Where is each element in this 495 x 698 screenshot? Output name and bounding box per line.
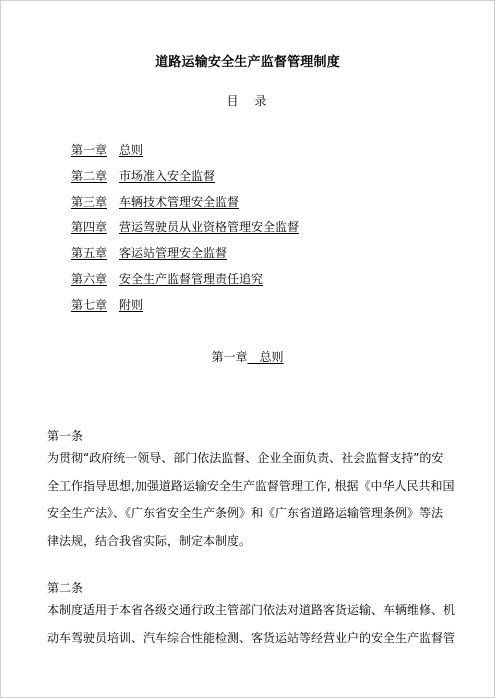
article-2-line: 本制度适用于本省各级交通行政主管部门依法对道路客货运输、车辆维修、机 [47, 603, 456, 617]
toc-chapter-number: 第七章 [71, 297, 108, 312]
toc-chapter-number: 第三章 [71, 194, 108, 209]
toc-link-chapter-5[interactable] [71, 246, 227, 260]
toc-item [71, 193, 299, 219]
article-2-body [47, 597, 456, 652]
toc-chapter-number: 第五章 [71, 246, 108, 261]
toc-chapter-number: 第四章 [71, 220, 108, 235]
article-1-body [47, 445, 455, 555]
toc-heading: 目 录 [226, 94, 269, 108]
toc-link-chapter-3[interactable] [71, 195, 239, 209]
toc-item [71, 244, 299, 270]
chapter-heading-title-text: 总则 [259, 350, 284, 364]
toc-link-chapter-1[interactable] [71, 143, 143, 157]
article-1-line: 律法规，结合我省实际，制定本制度。 [47, 533, 252, 548]
chapter-heading-number: 第一章 [211, 350, 248, 364]
toc-chapter-title: 附则 [119, 297, 144, 312]
article-2-label: 第二条 [47, 581, 84, 595]
toc-item [71, 141, 299, 167]
table-of-contents [71, 141, 299, 322]
toc-item [71, 296, 299, 322]
article-1-line: 为贯彻“政府统一领导、部门依法监督、企业全面负责、社会监督支持”的安 [47, 451, 444, 465]
toc-chapter-title: 总则 [119, 143, 144, 157]
toc-chapter-number: 第二章 [71, 168, 108, 183]
article-2-line: 动车驾驶员培训、汽车综合性能检测、客货运站等经营业户的安全生产监督管 [47, 630, 456, 645]
toc-chapter-title: 安全生产监督管理责任追究 [119, 271, 264, 286]
toc-chapter-number: 第六章 [71, 271, 108, 286]
chapter-heading [1, 348, 494, 365]
toc-item [71, 167, 299, 193]
chapter-heading-title [247, 350, 283, 364]
toc-link-chapter-2[interactable] [71, 169, 215, 183]
toc-link-chapter-6[interactable] [71, 272, 263, 286]
toc-chapter-title: 市场准入安全监督 [119, 168, 216, 183]
document-title: 道路运输安全生产监督管理制度 [155, 55, 340, 70]
toc-chapter-title: 客运站管理安全监督 [119, 246, 228, 261]
toc-link-chapter-4[interactable] [71, 220, 299, 234]
article-1-line: 安全生产法》、《广东省安全生产条例》和《广东省道路运输管理条例》等法 [47, 506, 444, 520]
toc-chapter-title: 营运驾驶员从业资格管理安全监督 [119, 220, 300, 235]
article-1-label: 第一条 [47, 429, 84, 443]
toc-chapter-number: 第一章 [71, 143, 108, 157]
toc-chapter-title: 车辆技术管理安全监督 [119, 194, 240, 209]
toc-link-chapter-7[interactable] [71, 298, 143, 312]
toc-item [71, 270, 299, 296]
toc-item [71, 218, 299, 244]
article-1-line: 全工作指导思想,加强道路运输安全生产监督管理工作, 根据《中华人民共和国 [47, 478, 455, 493]
